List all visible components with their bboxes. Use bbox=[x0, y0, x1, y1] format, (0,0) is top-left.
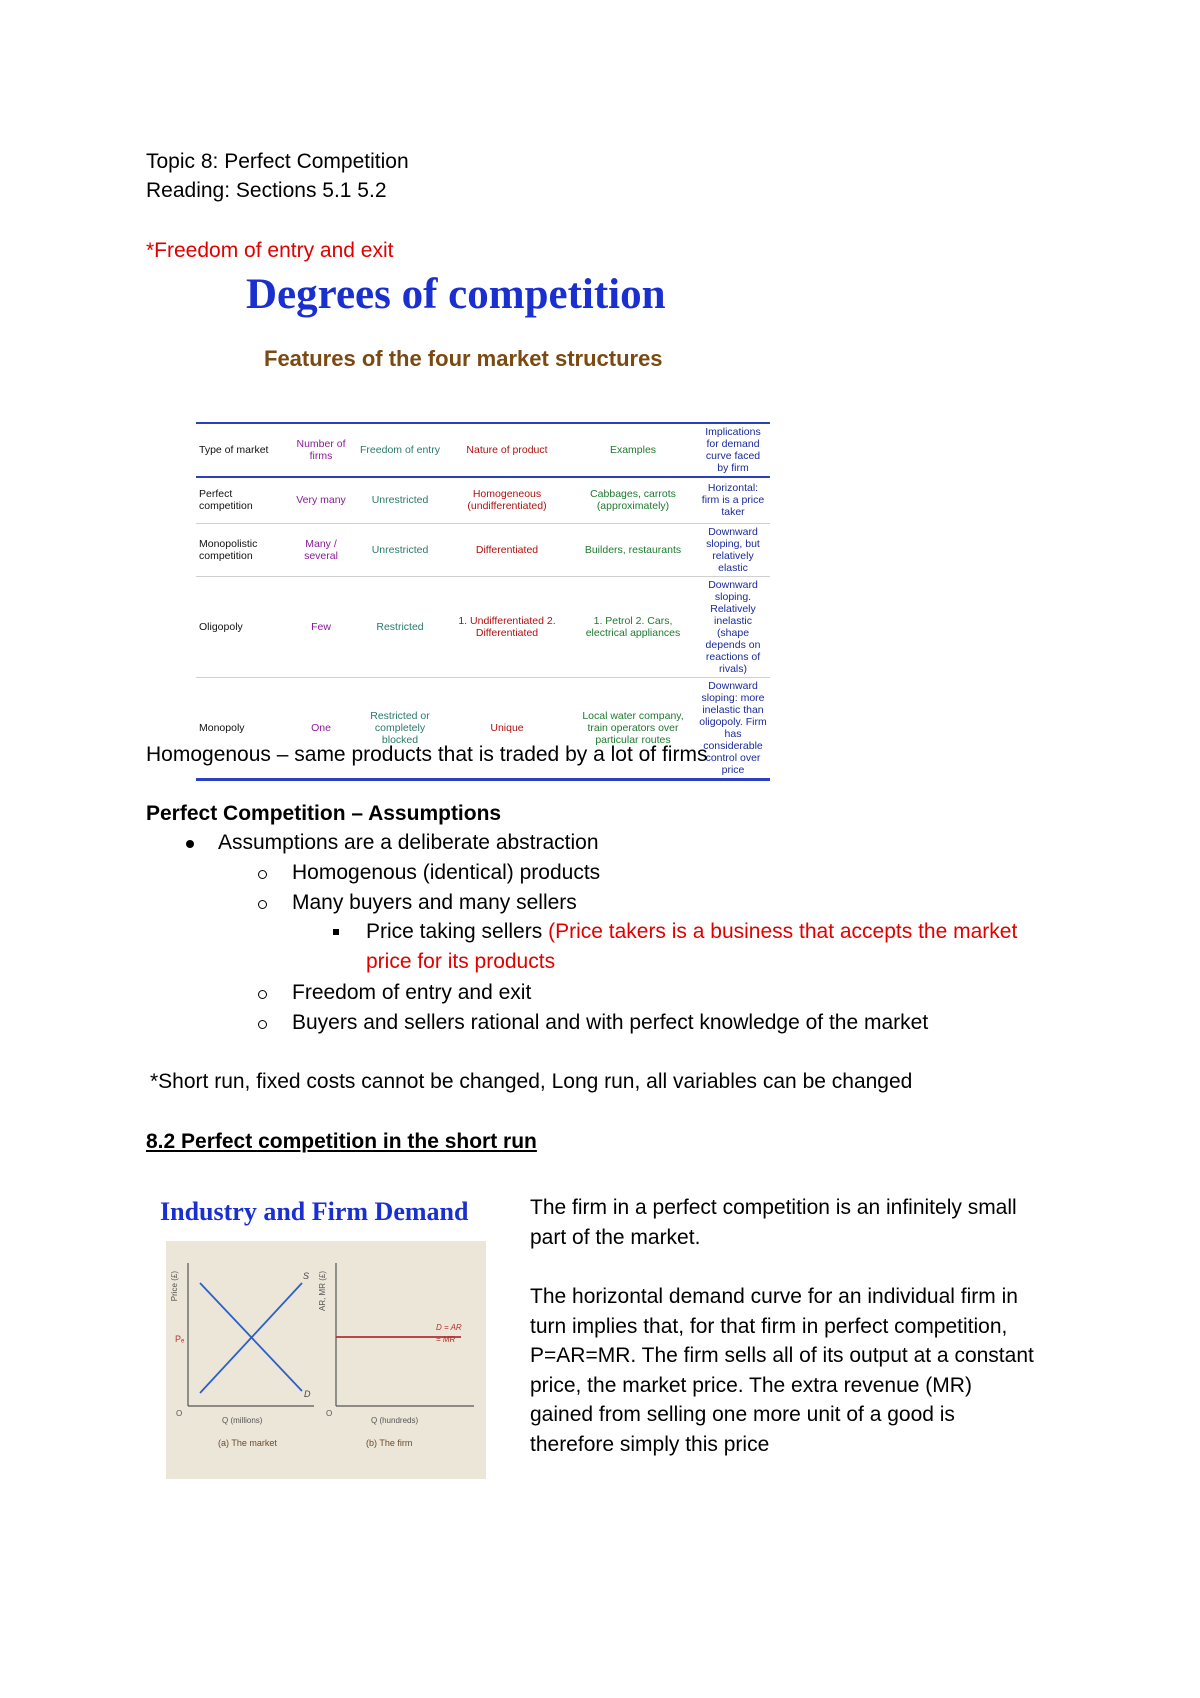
text-line: The firm in a perfect competition is an infinitely small bbox=[530, 1196, 1017, 1219]
col-implications: Implications for demand curve faced by firm bbox=[696, 423, 770, 477]
assumption-rational: Buyers and sellers rational and with perfect knowledge of the market bbox=[292, 1011, 929, 1034]
paragraph-horizontal-demand bbox=[530, 1282, 1090, 1459]
assumption-price-taking bbox=[366, 918, 1017, 946]
cell-examples: Builders, restaurants bbox=[570, 523, 696, 576]
cell-number: Few bbox=[286, 576, 356, 677]
cell-nature: Differentiated bbox=[444, 523, 570, 576]
cell-number: Many / several bbox=[286, 523, 356, 576]
col-examples: Examples bbox=[570, 423, 696, 477]
ifd-svg bbox=[166, 1241, 486, 1479]
cell-implications: Downward sloping, but relatively elastic bbox=[696, 523, 770, 576]
bullet-circle-icon bbox=[258, 990, 267, 999]
assumptions-heading: Perfect Competition – Assumptions bbox=[146, 802, 502, 825]
text-line: The horizontal demand curve for an individual firm in bbox=[530, 1285, 1018, 1308]
firm-origin: O bbox=[326, 1409, 333, 1418]
cell-implications: Downward sloping: more inelastic than oligopoly. Firm has considerable control over price bbox=[699, 679, 767, 776]
cell-nature: 1. Undifferentiated 2. Differentiated bbox=[444, 576, 570, 677]
cell-type: Perfect competition bbox=[196, 477, 286, 523]
text-line: turn implies that, for that firm in perfect competition, bbox=[530, 1314, 1008, 1338]
bullet-circle-icon bbox=[258, 870, 267, 879]
ifd-title: Industry and Firm Demand bbox=[160, 1197, 469, 1226]
bullet-dot-icon bbox=[186, 840, 194, 848]
cell-freedom: Unrestricted bbox=[356, 523, 444, 576]
dar-label: D = AR bbox=[436, 1323, 462, 1332]
table-row bbox=[196, 523, 770, 576]
cell-freedom: Restricted or completely blocked bbox=[370, 709, 430, 746]
demand-label: D bbox=[304, 1389, 311, 1399]
ifd-diagram bbox=[166, 1241, 486, 1479]
firm-x-label: Q (hundreds) bbox=[371, 1416, 419, 1425]
assumption-freedom: Freedom of entry and exit bbox=[292, 981, 532, 1004]
reading-line: Reading: Sections 5.1 5.2 bbox=[146, 179, 387, 202]
market-structures-table bbox=[196, 422, 770, 781]
table-row bbox=[196, 477, 770, 523]
cell-number: Very many bbox=[286, 477, 356, 523]
col-nature: Nature of product bbox=[444, 423, 570, 477]
cell-type: Monopoly bbox=[199, 721, 245, 734]
col-freedom: Freedom of entry bbox=[356, 423, 444, 477]
table-header-row bbox=[196, 423, 770, 477]
cell-implications: Downward sloping. Relatively inelastic (shape depends on reactions of rivals) bbox=[696, 576, 770, 677]
assumption-homogenous: Homogenous (identical) products bbox=[292, 861, 601, 884]
degrees-subtitle: Features of the four market structures bbox=[264, 346, 663, 371]
cell-nature: Homogeneous (undifferentiated) bbox=[444, 477, 570, 523]
section-heading-8-2: 8.2 Perfect competition in the short run bbox=[146, 1130, 537, 1153]
bullet-circle-icon bbox=[258, 1020, 267, 1029]
homogenous-definition: Homogenous – same products that is traded by a lot of firms bbox=[146, 743, 708, 766]
bullet-circle-icon bbox=[258, 900, 267, 909]
price-taking-label: Price taking sellers bbox=[366, 920, 549, 943]
pe-label: Pₑ bbox=[175, 1334, 185, 1344]
cell-type: Oligopoly bbox=[196, 576, 286, 677]
market-origin: O bbox=[176, 1409, 183, 1418]
cell-examples: Local water company, train operators over particular routes bbox=[582, 709, 684, 746]
assumption-abstraction: Assumptions are a deliberate abstraction bbox=[218, 831, 599, 854]
cell-implications: Horizontal: firm is a price taker bbox=[696, 477, 770, 523]
col-type: Type of market bbox=[196, 423, 286, 477]
cell-nature: Unique bbox=[490, 721, 524, 734]
text-line: gained from selling one more unit of a good is bbox=[530, 1403, 955, 1426]
text-line: part of the market. bbox=[530, 1225, 701, 1249]
market-y-label: Price (£) bbox=[170, 1271, 179, 1302]
market-caption: (a) The market bbox=[218, 1438, 277, 1448]
topic-title: Topic 8: Perfect Competition bbox=[146, 150, 409, 173]
cell-type: Monopolistic competition bbox=[196, 523, 286, 576]
cell-examples: Cabbages, carrots (approximately) bbox=[570, 477, 696, 523]
cell-examples: 1. Petrol 2. Cars, electrical appliances bbox=[570, 576, 696, 677]
supply-label: S bbox=[303, 1271, 310, 1281]
market-x-label: Q (millions) bbox=[222, 1416, 263, 1425]
paragraph-firm-small bbox=[530, 1193, 1090, 1252]
cell-freedom: Unrestricted bbox=[356, 477, 444, 523]
firm-y-label: AR, MR (£) bbox=[318, 1271, 327, 1311]
degrees-title: Degrees of competition bbox=[246, 271, 666, 318]
freedom-note: *Freedom of entry and exit bbox=[146, 239, 394, 262]
price-taker-definition-cont: price for its products bbox=[366, 950, 556, 973]
price-taker-definition: (Price takers is a business that accepts the market bbox=[548, 920, 1018, 943]
mr-label: = MR bbox=[436, 1335, 456, 1344]
text-line: price, the market price. The extra revenue (MR) bbox=[530, 1373, 972, 1397]
col-number: Number of firms bbox=[286, 423, 356, 477]
firm-caption: (b) The firm bbox=[366, 1438, 413, 1448]
text-line: therefore simply this price bbox=[530, 1432, 770, 1456]
short-long-run-note: *Short run, fixed costs cannot be changed, Long run, all variables can be changed bbox=[150, 1070, 913, 1093]
assumption-many: Many buyers and many sellers bbox=[292, 891, 577, 914]
bullet-square-icon bbox=[333, 929, 339, 935]
cell-freedom: Restricted bbox=[356, 576, 444, 677]
cell-number: One bbox=[311, 721, 331, 734]
table-row bbox=[196, 576, 770, 677]
text-line: P=AR=MR. The firm sells all of its output at a constant bbox=[530, 1344, 1034, 1367]
